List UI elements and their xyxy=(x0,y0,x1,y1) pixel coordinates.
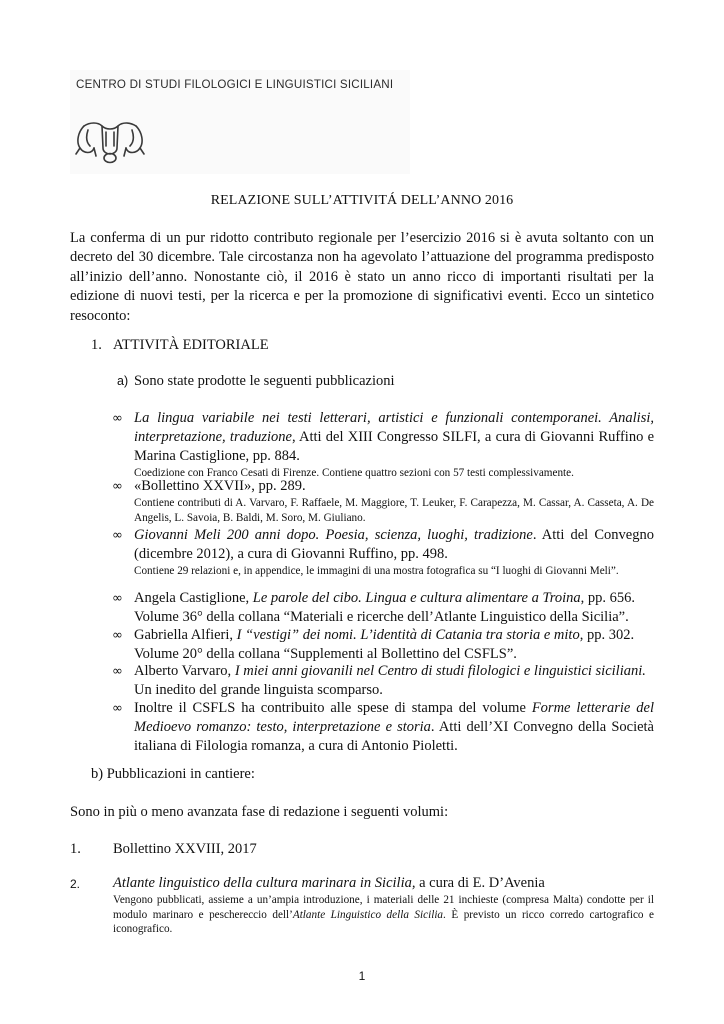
publication-title: I miei anni giovanili nel Centro di studi filologici e linguistici siciliani. xyxy=(234,663,646,679)
page-number: 1 xyxy=(358,969,366,983)
section-number: 1. xyxy=(91,337,102,353)
publication-text: Alberto Varvaro, I miei anni giovanili nel Centro di studi filologici e linguistici siciliani. xyxy=(134,663,646,679)
publication-item xyxy=(112,626,654,664)
publication-series: Volume 20° della collana “Supplementi al Bollettino del CSFLS”. xyxy=(134,646,517,662)
acrobat-figure-logo-icon xyxy=(72,96,148,172)
publication-series: Volume 36° della collana “Materiali e ricerche dell’Atlante Linguistico della Sicilia”. xyxy=(134,609,629,625)
volume-title: Atlante linguistico della cultura marinara in Sicilia, xyxy=(113,875,416,891)
publication-title: I “vestigi” dei nomi. L’identità di Catania tra storia e mito xyxy=(236,627,580,643)
volume-title: Bollettino XXVIII, 2017 xyxy=(113,841,257,857)
publication-item xyxy=(112,477,654,525)
volume-note: Vengono pubblicati, assieme a un’ampia introduzione, i materiali delle 21 inchieste (compresa Malta) condotte per il modulo marinaro e peschereccio dell’Atlante Linguistico della Sicilia. È previsto un ricco corredo cartografico e iconografico. xyxy=(113,894,655,935)
intro-paragraph: La conferma di un pur ridotto contributo regionale per l’esercizio 2016 si è avuta soltanto con un decreto del 30 dicembre. Tale circostanza non ha agevolato l’attuazione del programma predisposto all’inizio dell’anno. Nonostante ciò, il 2016 è stato un anno ricco di importanti risultati per la edizione di nuovi testi, per la ricerca e per la promozione di significativi eventi. Ecco un sintetico resoconto: xyxy=(70,230,654,324)
publication-title: Le parole del cibo. Lingua e cultura alimentare a Troina xyxy=(252,590,581,606)
publication-item xyxy=(112,589,654,627)
infinity-bullet-icon: ∞ xyxy=(112,628,123,643)
volume-text: Atlante linguistico della cultura marinara in Sicilia, a cura di E. D’Avenia xyxy=(113,875,545,891)
in-progress-intro: Sono in più o meno avanzata fase di redazione i seguenti volumi: xyxy=(70,804,449,820)
document-title: RELAZIONE SULL’ATTIVITÁ DELL’ANNO 2016 xyxy=(210,193,514,208)
publication-item xyxy=(112,699,654,756)
volume-number: 2. xyxy=(70,877,81,891)
infinity-bullet-icon: ∞ xyxy=(112,664,123,679)
publication-description: Un inedito del grande linguista scomparso. xyxy=(134,682,383,698)
publication-text: «Bollettino XXVII», pp. 289. xyxy=(134,478,306,494)
volume-number: 1. xyxy=(70,841,81,857)
organization-name: CENTRO DI STUDI FILOLOGICI E LINGUISTICI SICILIANI xyxy=(76,78,394,91)
publication-text: Angela Castiglione, Le parole del cibo. Lingua e cultura alimentare a Troina, pp. 656. xyxy=(134,590,636,606)
infinity-bullet-icon: ∞ xyxy=(112,479,123,494)
publication-note: Contiene contributi di A. Varvaro, F. Raffaele, M. Maggiore, T. Leuker, F. Carapezza, M. Cassar, A. Casseta, A. De Angelis, L. Savoia, B. Baldi, M. Soro, M. Giuliano. xyxy=(134,497,654,524)
subsection-a-text: Sono state prodotte le seguenti pubblicazioni xyxy=(134,373,395,389)
subsection-a-marker: a) xyxy=(117,374,129,388)
publication-note: Coedizione con Franco Cesati di Firenze. Contiene quattro sezioni con 57 testi complessivamente. xyxy=(134,467,574,479)
infinity-bullet-icon: ∞ xyxy=(112,591,123,606)
section-title: ATTIVITÀ EDITORIALE xyxy=(113,337,269,353)
publication-title: Forme letterarie del Medioevo romanzo: testo, interpretazione e storia xyxy=(134,700,654,735)
publication-item xyxy=(112,409,654,481)
publication-text: Inoltre il CSFLS ha contribuito alle spese di stampa del volume Forme letterarie del Medioevo romanzo: testo, interpretazione e storia. Atti dell’XI Convegno della Società italiana di Filologia romanza, a cura di Antonio Pioletti. xyxy=(134,700,654,754)
infinity-bullet-icon: ∞ xyxy=(112,411,123,426)
publication-title: La lingua variabile nei testi letterari, artistici e funzionali contemporanei. Analisi, interpretazione, traduzione xyxy=(134,410,654,445)
infinity-bullet-icon: ∞ xyxy=(112,528,123,543)
infinity-bullet-icon: ∞ xyxy=(112,701,123,716)
publication-text: La lingua variabile nei testi letterari, artistici e funzionali contemporanei. Analisi, interpretazione, traduzione, Atti del XIII Congresso SILFI, a cura di Giovanni Ruffino e Marina Castiglione, pp. 884. xyxy=(134,410,654,464)
publication-text: Gabriella Alfieri, I “vestigi” dei nomi. L’identità di Catania tra storia e mito, pp. 302. xyxy=(134,627,635,643)
publication-text: Giovanni Meli 200 anni dopo. Poesia, scienza, luoghi, tradizione. Atti del Convegno (dicembre 2012), a cura di Giovanni Ruffino, pp. 498. xyxy=(134,527,654,562)
subsection-b-label: b) Pubblicazioni in cantiere: xyxy=(91,766,255,782)
volume-item xyxy=(113,874,654,937)
publication-item xyxy=(112,662,654,700)
publication-item xyxy=(112,526,654,579)
letterhead xyxy=(70,70,410,174)
publication-title: Giovanni Meli 200 anni dopo. Poesia, scienza, luoghi, tradizione xyxy=(134,527,533,543)
publication-note: Contiene 29 relazioni e, in appendice, le immagini di una mostra fotografica su “I luoghi di Giovanni Meli”. xyxy=(134,565,619,577)
